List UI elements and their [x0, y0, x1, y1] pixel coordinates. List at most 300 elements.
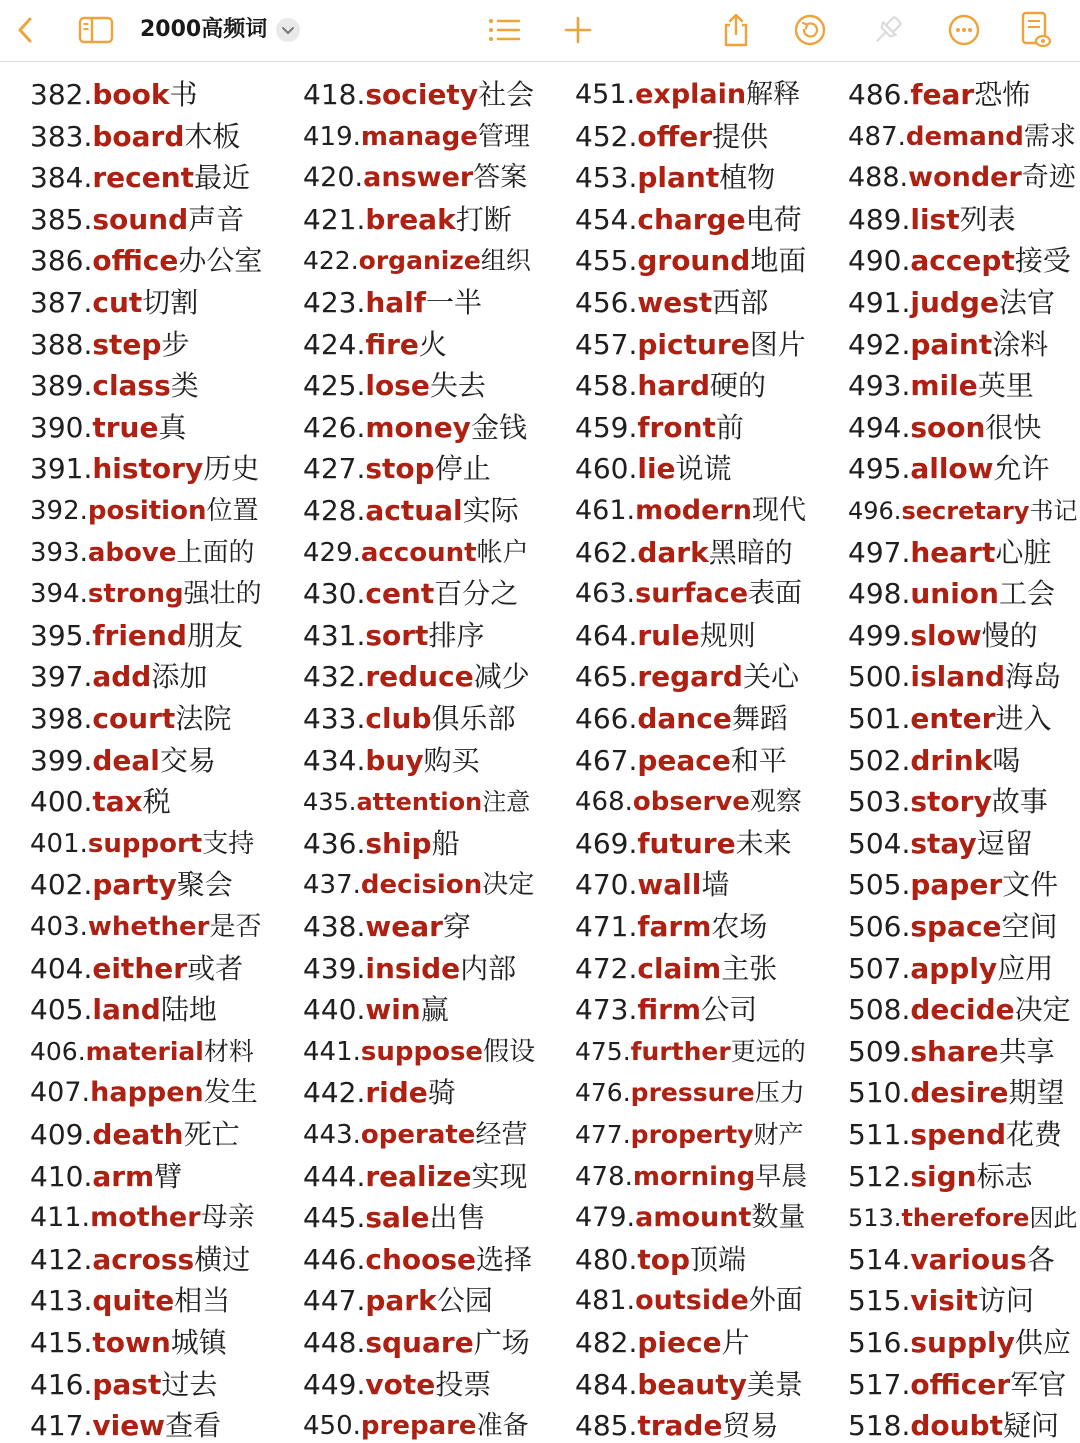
entry-number: 439. — [303, 951, 366, 985]
chinese-meaning: 现代 — [751, 495, 806, 526]
chinese-meaning: 硬的 — [710, 369, 767, 403]
english-word: share — [910, 1034, 999, 1068]
english-word: across — [92, 1242, 195, 1276]
english-word: dance — [637, 702, 732, 735]
entry-number: 508. — [848, 993, 911, 1027]
word-entry — [848, 619, 1038, 653]
chinese-meaning: 电荷 — [745, 202, 802, 236]
english-word: desire — [910, 1076, 1009, 1110]
chinese-meaning: 供应 — [1014, 1326, 1071, 1359]
entry-number: 490. — [848, 244, 911, 278]
chinese-meaning: 陆地 — [160, 993, 217, 1027]
entry-number: 502. — [848, 743, 911, 777]
entry-number: 464. — [575, 618, 638, 652]
chinese-meaning: 相当 — [174, 1284, 231, 1318]
chinese-meaning: 植物 — [719, 161, 776, 195]
chinese-meaning: 工会 — [998, 577, 1055, 611]
english-word: account — [360, 537, 477, 568]
word-entry — [848, 78, 1030, 112]
english-word: enter — [910, 702, 996, 735]
english-word: recent — [92, 161, 195, 195]
word-entry — [303, 120, 530, 154]
entry-number: 399. — [30, 743, 93, 777]
chinese-meaning: 投票 — [435, 1367, 492, 1401]
entry-number: 428. — [303, 494, 366, 527]
word-entry — [575, 1035, 806, 1069]
chinese-meaning: 真 — [158, 410, 187, 444]
word-entry — [575, 785, 802, 819]
entry-number: 453. — [575, 161, 638, 195]
english-word: wonder — [908, 162, 1022, 194]
entry-number: 418. — [303, 78, 366, 111]
entry-number: 476. — [575, 1078, 631, 1108]
chinese-meaning: 逗留 — [976, 826, 1033, 860]
word-entry — [30, 1160, 182, 1194]
word-entry — [848, 536, 1051, 570]
english-word: west — [637, 286, 713, 319]
chinese-meaning: 奇迹 — [1021, 162, 1076, 194]
word-entry — [848, 785, 1048, 819]
chinese-meaning: 材料 — [203, 1036, 254, 1066]
english-word: soon — [910, 410, 986, 444]
entry-number: 434. — [303, 743, 366, 777]
word-entry — [575, 161, 775, 195]
chinese-meaning: 舞蹈 — [731, 702, 788, 735]
back-chevron-icon[interactable] — [4, 8, 48, 52]
english-word: club — [365, 702, 432, 735]
word-entry — [848, 1326, 1071, 1360]
chinese-meaning: 决定 — [482, 870, 535, 901]
chinese-meaning: 观察 — [749, 787, 802, 818]
chinese-meaning: 公园 — [436, 1284, 493, 1318]
chinese-meaning: 很快 — [985, 410, 1042, 444]
chinese-meaning: 打断 — [455, 202, 512, 236]
english-word: position — [87, 496, 207, 526]
english-word: visit — [910, 1284, 978, 1318]
word-entry — [575, 369, 766, 403]
word-entry — [848, 1284, 1034, 1318]
word-entry — [30, 1284, 230, 1318]
english-word: claim — [637, 951, 722, 985]
entry-number: 455. — [575, 244, 638, 278]
entry-number: 405. — [30, 993, 93, 1027]
english-word: island — [910, 660, 1006, 694]
entry-number: 499. — [848, 618, 911, 652]
chinese-meaning: 压力 — [754, 1078, 805, 1108]
word-entry — [303, 244, 531, 278]
entry-number: 472. — [575, 951, 638, 985]
chinese-meaning: 解释 — [746, 79, 801, 110]
chinese-meaning: 税 — [142, 785, 171, 819]
entry-number: 507. — [848, 951, 911, 985]
english-word: stop — [365, 452, 435, 486]
chinese-meaning: 百分之 — [434, 577, 519, 611]
chinese-meaning: 城镇 — [170, 1326, 227, 1359]
word-entry — [303, 161, 527, 195]
entry-number: 413. — [30, 1284, 93, 1318]
word-entry — [575, 1409, 778, 1443]
word-entry — [30, 120, 240, 154]
english-word: rule — [637, 618, 700, 652]
word-entry — [30, 1326, 227, 1360]
entry-number: 457. — [575, 327, 638, 361]
word-entry — [30, 660, 207, 694]
entry-number: 450. — [303, 1411, 361, 1442]
plus-icon[interactable] — [556, 8, 600, 52]
entry-number: 468. — [575, 787, 633, 818]
chinese-meaning: 海岛 — [1005, 660, 1062, 694]
chinese-meaning: 减少 — [473, 660, 530, 694]
word-entry — [575, 244, 806, 278]
document-title[interactable]: 2000高频词 — [140, 17, 268, 42]
share-icon[interactable] — [714, 8, 758, 52]
entry-number: 460. — [575, 452, 638, 486]
chinese-meaning: 关心 — [742, 660, 799, 694]
word-entry — [848, 120, 1076, 154]
chinese-meaning: 提供 — [712, 119, 769, 153]
entry-number: 385. — [30, 202, 93, 236]
chinese-meaning: 注意 — [482, 788, 531, 817]
chinese-meaning: 穿 — [442, 910, 471, 943]
entry-number: 421. — [303, 202, 366, 236]
chinese-meaning: 发生 — [203, 1077, 258, 1109]
word-entry — [848, 993, 1071, 1027]
english-word: true — [92, 410, 159, 444]
word-entry — [848, 868, 1058, 902]
word-entry — [30, 1035, 254, 1069]
english-word: peace — [637, 743, 731, 777]
chinese-meaning: 办公室 — [178, 244, 263, 278]
chinese-meaning: 书记 — [1029, 497, 1078, 525]
entry-number: 473. — [575, 993, 638, 1027]
entry-number: 393. — [30, 537, 88, 568]
chinese-meaning: 帐户 — [476, 537, 529, 568]
word-entry — [575, 1076, 805, 1110]
chinese-meaning: 强壮的 — [183, 579, 262, 610]
english-word: explain — [635, 79, 747, 110]
word-entry — [848, 328, 1048, 362]
entry-number: 427. — [303, 452, 366, 486]
entry-number: 423. — [303, 286, 366, 319]
word-entry — [848, 952, 1053, 986]
entry-number: 456. — [575, 286, 638, 319]
chinese-meaning: 和平 — [730, 743, 787, 777]
entry-number: 392. — [30, 496, 88, 526]
entry-number: 446. — [303, 1242, 366, 1276]
chinese-meaning: 顶端 — [690, 1242, 747, 1276]
english-word: property — [630, 1120, 754, 1149]
entry-number: 513. — [848, 1204, 902, 1233]
entry-number: 515. — [848, 1284, 911, 1318]
chinese-meaning: 故事 — [991, 785, 1048, 819]
chinese-meaning: 支持 — [202, 828, 255, 859]
english-word: inside — [365, 951, 461, 985]
entry-number: 488. — [848, 162, 909, 194]
english-word: piece — [637, 1326, 722, 1359]
english-word: dark — [637, 535, 709, 569]
chinese-meaning: 军官 — [1010, 1367, 1067, 1401]
word-entry — [303, 1201, 486, 1235]
word-entry — [303, 1243, 532, 1277]
word-entry — [30, 536, 255, 570]
english-word: fire — [365, 327, 419, 361]
entry-number: 442. — [303, 1076, 366, 1110]
english-word: picture — [637, 327, 750, 361]
entry-number: 500. — [848, 660, 911, 694]
chinese-meaning: 交易 — [159, 743, 216, 777]
toolbar — [0, 0, 1080, 62]
entry-number: 494. — [848, 410, 911, 444]
word-entry — [303, 411, 527, 445]
word-entry — [575, 1284, 803, 1318]
chinese-meaning: 位置 — [206, 496, 259, 526]
english-word: past — [92, 1367, 162, 1401]
english-word: fear — [910, 78, 975, 111]
english-word: officer — [910, 1367, 1011, 1401]
word-entry — [848, 660, 1061, 694]
english-word: allow — [910, 452, 994, 486]
entry-number: 388. — [30, 327, 93, 361]
word-entry — [30, 1243, 250, 1277]
word-entry — [303, 536, 529, 570]
entry-number: 437. — [303, 870, 361, 901]
word-entry — [575, 1326, 750, 1360]
entry-number: 407. — [30, 1077, 91, 1109]
entry-number: 498. — [848, 577, 911, 611]
word-entry — [30, 286, 198, 320]
entry-number: 471. — [575, 910, 638, 943]
word-entry — [848, 452, 1050, 486]
word-entry — [575, 120, 768, 154]
chinese-meaning: 或者 — [187, 951, 244, 985]
english-word: amount — [635, 1202, 752, 1234]
chinese-meaning: 查看 — [165, 1409, 222, 1443]
chinese-meaning: 出售 — [429, 1201, 486, 1235]
entry-number: 435. — [303, 788, 357, 817]
entry-number: 383. — [30, 119, 93, 153]
entry-number: 486. — [848, 78, 911, 111]
english-word: realize — [365, 1159, 472, 1193]
word-entry — [575, 1160, 807, 1194]
entry-number: 416. — [30, 1367, 93, 1401]
english-word: accept — [910, 244, 1015, 278]
english-word: support — [87, 828, 203, 859]
english-word: break — [365, 202, 456, 236]
word-entry — [303, 785, 530, 819]
english-word: sale — [365, 1201, 430, 1235]
english-word: ground — [637, 244, 751, 278]
chinese-meaning: 社会 — [478, 78, 535, 111]
entry-number: 501. — [848, 702, 911, 735]
entry-number: 479. — [575, 1202, 636, 1234]
english-word: whether — [87, 912, 210, 942]
chinese-meaning: 需求 — [1023, 121, 1076, 152]
chinese-meaning: 各 — [1026, 1242, 1055, 1276]
word-entry — [303, 1076, 456, 1110]
list-icon[interactable] — [482, 8, 526, 52]
undo-icon[interactable] — [788, 8, 832, 52]
chinese-meaning: 购买 — [423, 743, 480, 777]
english-word: morning — [632, 1161, 756, 1192]
english-word: paper — [910, 868, 1003, 902]
word-entry — [575, 78, 800, 112]
entry-number: 511. — [848, 1118, 911, 1151]
chinese-meaning: 主张 — [721, 951, 778, 985]
word-entry — [303, 494, 519, 528]
more-icon[interactable] — [942, 8, 986, 52]
word-entry — [848, 1118, 1062, 1152]
chinese-meaning: 黑暗的 — [708, 535, 793, 569]
english-word: paint — [910, 327, 993, 361]
entry-number: 390. — [30, 410, 93, 444]
entry-number: 397. — [30, 660, 93, 694]
word-entry — [30, 78, 198, 112]
chinese-meaning: 船 — [431, 826, 460, 860]
word-entry — [303, 1284, 493, 1318]
chinese-meaning: 决定 — [1014, 993, 1071, 1027]
word-entry — [303, 1160, 528, 1194]
chinese-meaning: 失去 — [429, 369, 486, 403]
chinese-meaning: 上面的 — [176, 537, 255, 568]
entry-number: 403. — [30, 912, 88, 942]
word-entry — [575, 660, 799, 694]
word-entry — [848, 744, 1020, 778]
entry-number: 419. — [303, 121, 361, 152]
english-word: demand — [905, 121, 1024, 152]
word-entry — [303, 1118, 527, 1152]
chinese-meaning: 聚会 — [176, 868, 233, 902]
entry-number: 411. — [30, 1202, 91, 1234]
entry-number: 497. — [848, 535, 911, 569]
sidebar-icon[interactable] — [74, 8, 118, 52]
word-entry — [30, 910, 261, 944]
english-word: supply — [910, 1326, 1015, 1359]
word-entry — [848, 286, 1055, 320]
english-word: list — [910, 202, 960, 236]
english-word: regard — [637, 660, 743, 694]
word-entry — [30, 203, 244, 237]
chinese-meaning: 应用 — [997, 951, 1054, 985]
english-word: sound — [92, 202, 189, 236]
chinese-meaning: 恐怖 — [974, 78, 1031, 111]
english-word: answer — [363, 162, 474, 194]
chinese-meaning: 数量 — [751, 1202, 806, 1234]
word-entry — [30, 619, 243, 653]
chinese-meaning: 步 — [161, 327, 190, 361]
english-word: trade — [637, 1409, 723, 1443]
chinese-meaning: 表面 — [748, 578, 803, 610]
word-entry — [575, 619, 756, 653]
entry-number: 475. — [575, 1036, 631, 1066]
english-word: material — [85, 1036, 204, 1066]
entry-number: 514. — [848, 1242, 911, 1276]
entry-number: 458. — [575, 369, 638, 403]
english-word: either — [92, 951, 188, 985]
entry-number: 459. — [575, 410, 638, 444]
chinese-meaning: 进入 — [995, 702, 1052, 735]
chinese-meaning: 文件 — [1002, 868, 1059, 902]
chinese-meaning: 实际 — [462, 494, 519, 527]
chinese-meaning: 经营 — [475, 1120, 528, 1150]
entry-number: 387. — [30, 286, 93, 319]
english-word: outside — [635, 1285, 749, 1317]
entry-number: 412. — [30, 1242, 93, 1276]
english-word: observe — [632, 787, 750, 818]
entry-number: 422. — [303, 246, 359, 276]
chinese-meaning: 规则 — [699, 618, 756, 652]
pin-icon[interactable] — [866, 8, 910, 52]
english-word: manage — [360, 121, 478, 152]
chinese-meaning: 期望 — [1008, 1076, 1065, 1110]
entry-number: 410. — [30, 1159, 93, 1193]
chinese-meaning: 疑问 — [1002, 1409, 1059, 1443]
english-word: suppose — [360, 1036, 484, 1067]
word-entry — [848, 203, 1016, 237]
word-entry — [30, 328, 189, 362]
word-entry — [30, 1201, 255, 1235]
word-entry — [575, 1118, 804, 1152]
chinese-meaning: 臂 — [154, 1159, 183, 1193]
english-word: firm — [637, 993, 702, 1027]
entry-number: 466. — [575, 702, 638, 735]
word-entry — [30, 993, 217, 1027]
word-entry — [303, 78, 534, 112]
entry-number: 443. — [303, 1120, 361, 1150]
word-entry — [575, 827, 792, 861]
word-entry — [848, 1243, 1055, 1277]
chinese-meaning: 共享 — [998, 1034, 1055, 1068]
english-word: wall — [637, 868, 702, 902]
entry-number: 487. — [848, 121, 906, 152]
chevron-down-icon[interactable] — [276, 18, 300, 42]
entry-number: 493. — [848, 369, 911, 403]
chinese-meaning: 慢的 — [981, 618, 1038, 652]
english-word: hard — [637, 369, 711, 403]
entry-number: 484. — [575, 1367, 638, 1401]
english-word: operate — [360, 1120, 476, 1150]
english-word: heart — [910, 535, 996, 569]
english-word: farm — [637, 910, 712, 943]
entry-number: 415. — [30, 1326, 93, 1359]
entry-number: 440. — [303, 993, 366, 1027]
word-entry — [303, 868, 534, 902]
chinese-meaning: 财产 — [753, 1120, 804, 1149]
entry-number: 404. — [30, 951, 93, 985]
word-entry — [848, 1076, 1064, 1110]
note-view-icon[interactable] — [1014, 8, 1058, 52]
english-word: charge — [637, 202, 746, 236]
chinese-meaning: 声音 — [188, 202, 245, 236]
english-word: stay — [910, 826, 977, 860]
chinese-meaning: 访问 — [977, 1284, 1034, 1318]
entry-number: 478. — [575, 1161, 633, 1192]
english-word: beauty — [637, 1367, 747, 1401]
english-word: lie — [637, 452, 676, 486]
entry-number: 426. — [303, 410, 366, 444]
entry-number: 496. — [848, 497, 902, 525]
word-entry — [30, 452, 259, 486]
english-word: organize — [358, 246, 481, 276]
english-word: ship — [365, 826, 432, 860]
word-entry — [30, 952, 243, 986]
entry-number: 444. — [303, 1159, 366, 1193]
english-word: choose — [365, 1242, 477, 1276]
word-entry — [575, 203, 802, 237]
entry-number: 470. — [575, 868, 638, 902]
chinese-meaning: 花费 — [1006, 1118, 1063, 1151]
word-entry — [303, 577, 518, 611]
entry-number: 495. — [848, 452, 911, 486]
